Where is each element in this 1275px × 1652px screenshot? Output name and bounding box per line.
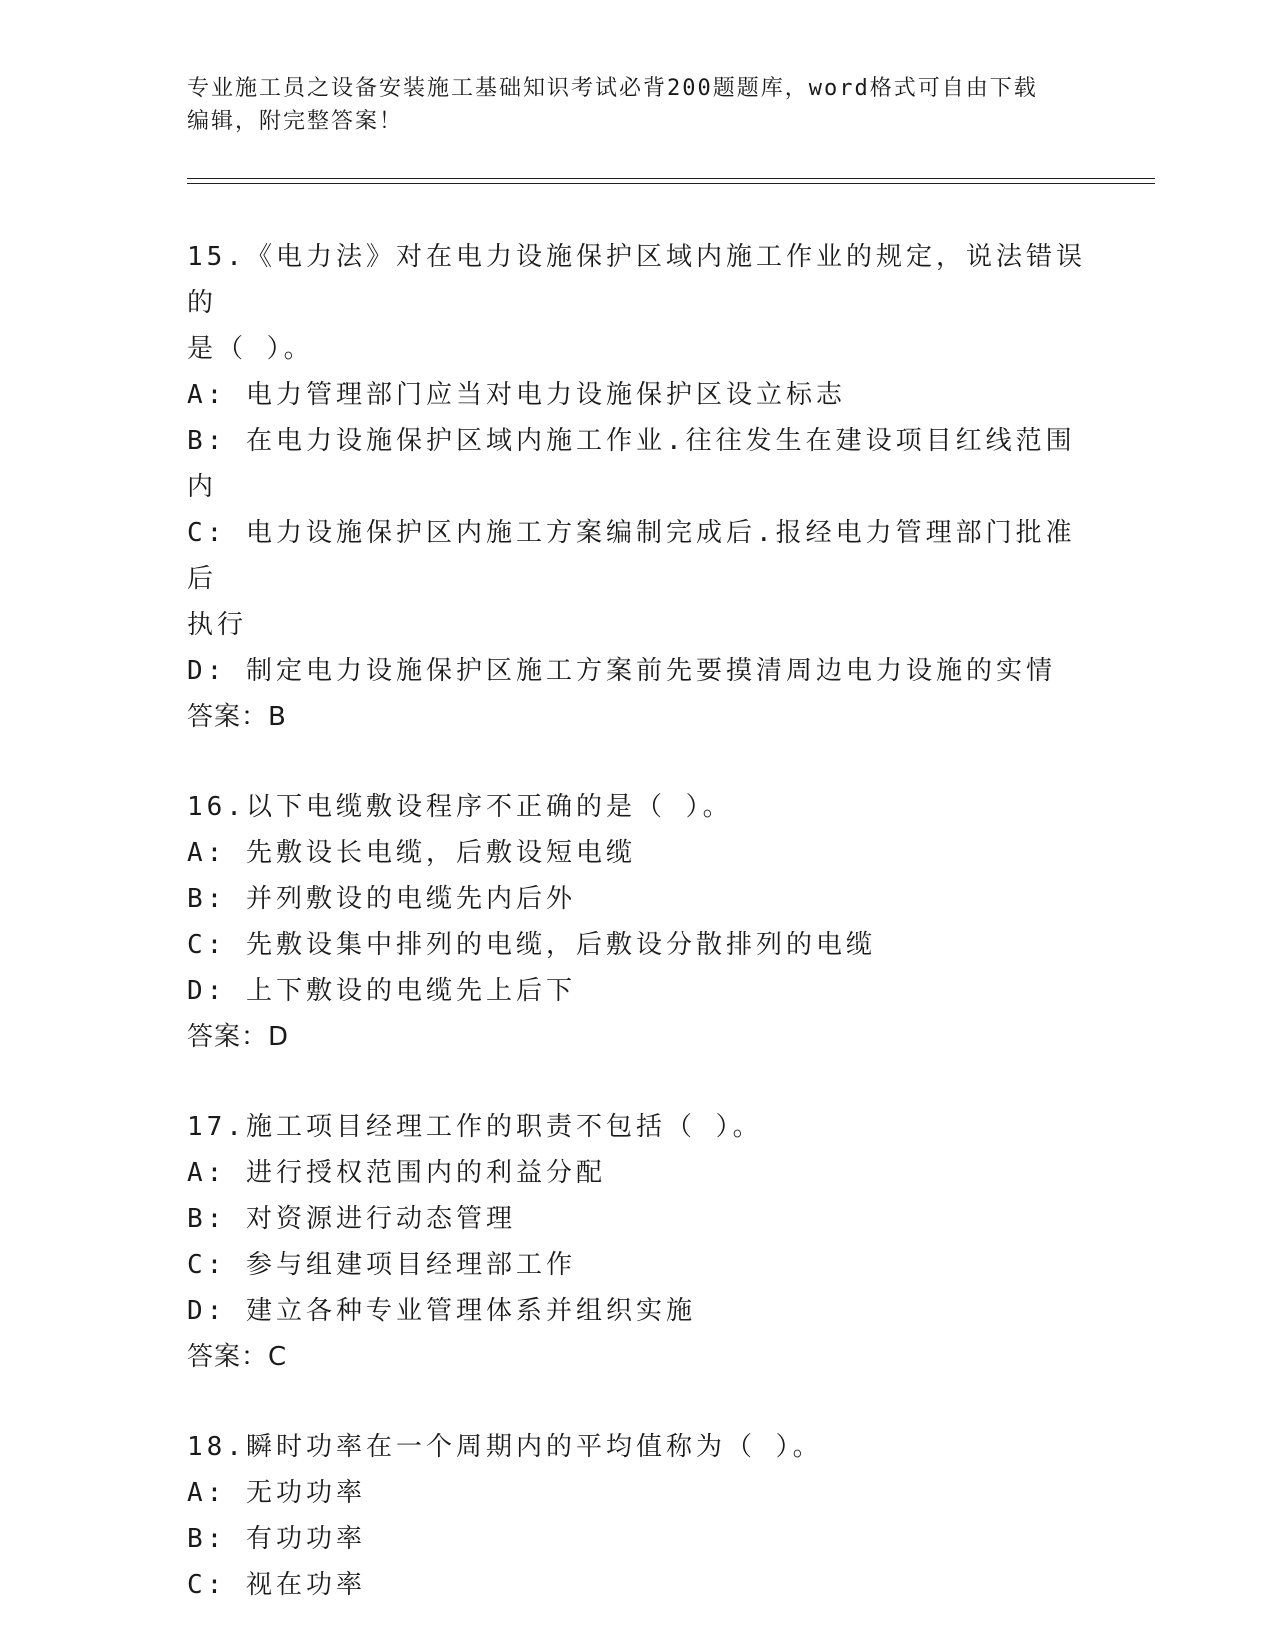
option-b: B: 在电力设施保护区域内施工作业.往往发生在建设项目红线范围内 [187, 426, 1076, 502]
option-a: A: 进行授权范围内的利益分配 [187, 1158, 606, 1188]
option-a: A: 先敷设长电缆，后敷设短电缆 [187, 838, 636, 868]
question-18 [187, 1424, 1087, 1608]
option-b: B: 有功功率 [187, 1524, 366, 1554]
question-stem: 18.瞬时功率在一个周期内的平均值称为（ ）。 [187, 1432, 823, 1462]
question-16 [187, 784, 1087, 1060]
option-b: B: 并列敷设的电缆先内后外 [187, 884, 576, 914]
document-header [187, 72, 1087, 138]
question-stem-line-2: 是（ ）。 [187, 334, 314, 364]
question-17 [187, 1104, 1087, 1380]
question-list [187, 234, 1087, 1652]
header-divider-bottom [187, 183, 1155, 184]
question-stem: 17.施工项目经理工作的职责不包括（ ）。 [187, 1112, 763, 1142]
option-d: D: 上下敷设的电缆先上后下 [187, 976, 576, 1006]
option-a: A: 电力管理部门应当对电力设施保护区设立标志 [187, 380, 846, 410]
question-stem-line-1: 15.《电力法》对在电力设施保护区域内施工作业的规定，说法错误的 [187, 242, 1086, 318]
answer-label: 答案：C [187, 1342, 288, 1372]
question-15 [187, 234, 1087, 740]
header-divider-top [187, 178, 1155, 179]
answer-label: 答案：B [187, 702, 287, 732]
question-stem: 16.以下电缆敷设程序不正确的是（ ）。 [187, 792, 733, 822]
option-b: B: 对资源进行动态管理 [187, 1204, 516, 1234]
header-line-1: 专业施工员之设备安装施工基础知识考试必背200题题库，word格式可自由下载 [187, 76, 1038, 101]
option-d: D: 建立各种专业管理体系并组织实施 [187, 1296, 696, 1326]
option-c: C: 参与组建项目经理部工作 [187, 1250, 576, 1280]
option-d: D: 制定电力设施保护区施工方案前先要摸清周边电力设施的实情 [187, 656, 1056, 686]
header-line-2: 编辑，附完整答案！ [187, 109, 404, 134]
option-a: A: 无功功率 [187, 1478, 366, 1508]
option-c-line-1: C: 电力设施保护区内施工方案编制完成后.报经电力管理部门批准后 [187, 518, 1076, 594]
option-c-line-2: 执行 [187, 610, 248, 640]
option-c: C: 视在功率 [187, 1570, 366, 1600]
answer-label: 答案：D [187, 1022, 290, 1052]
option-c: C: 先敷设集中排列的电缆，后敷设分散排列的电缆 [187, 930, 876, 960]
